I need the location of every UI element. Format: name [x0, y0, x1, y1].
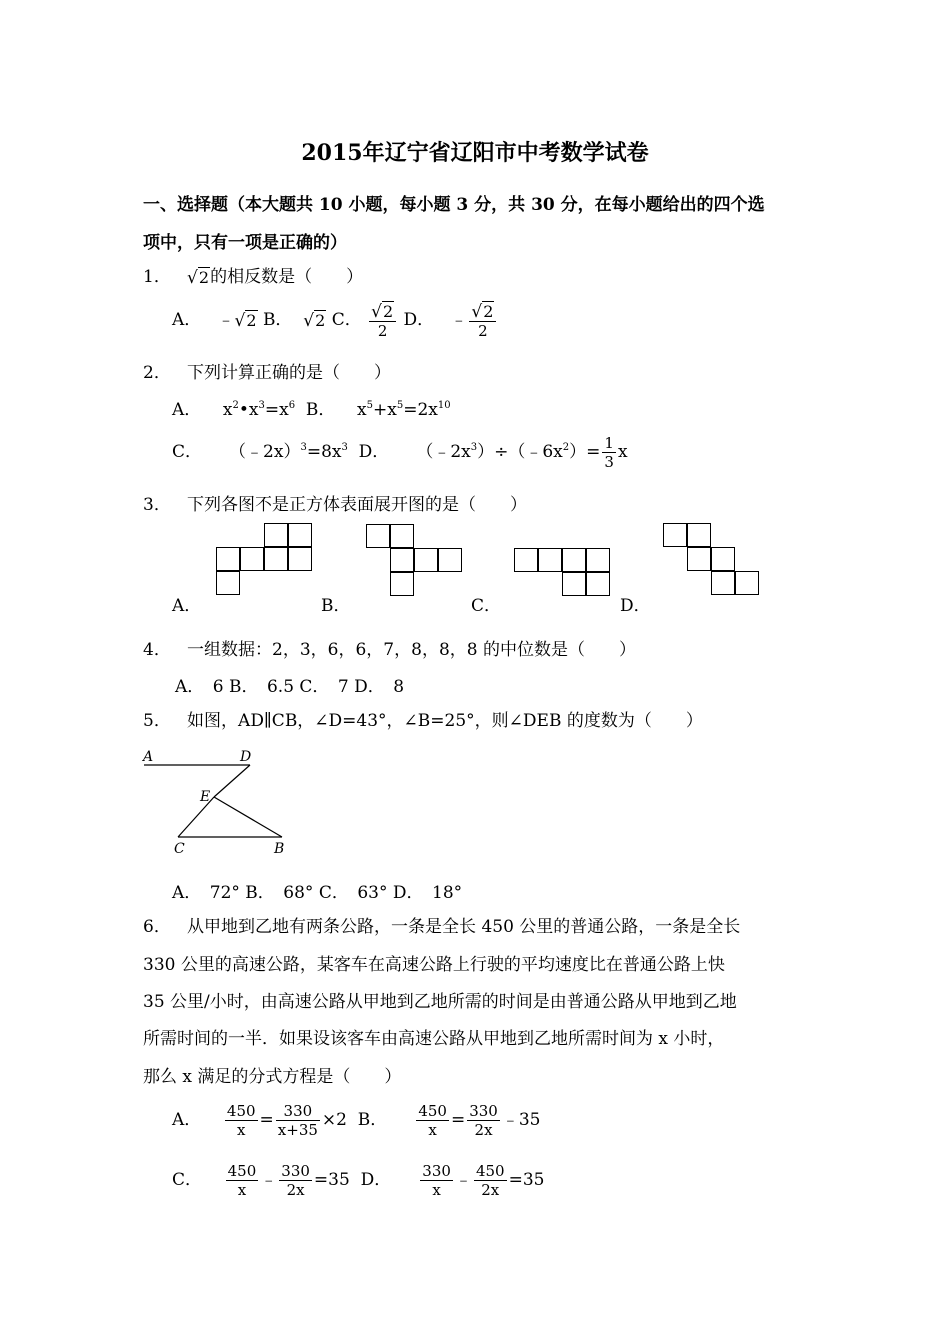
question-4-options: A． 6 B． 6.5 C． 7 D． 8 [175, 677, 405, 697]
question-5-stem [143, 706, 703, 731]
question-number: 4． [143, 640, 171, 660]
sqrt-expression: √2 [303, 310, 326, 331]
cube-net-c [514, 548, 614, 598]
cube-net-d [663, 523, 763, 598]
line-eb [214, 797, 282, 837]
fraction: $\frac{√2}{2}$ [469, 303, 496, 339]
point-label-d: D [240, 749, 252, 765]
point-label-e: E [200, 789, 211, 805]
page-title: 2015年辽宁省辽阳市中考数学试卷 [301, 140, 649, 166]
question-text: 的相反数是（ ） [210, 267, 364, 287]
point-label-a: A [143, 749, 154, 765]
question-text: 如图，AD∥CB，∠D=43°，∠B=25°，则∠DEB 的度数为（ ） [187, 711, 703, 731]
option-b-expr: $x^5+x^5=2x^{10}$ [357, 400, 451, 420]
question-3-stem [143, 490, 527, 515]
question-1-options: A． ﹣√2 B． √2 C． $\frac{√2}{2}$ D． ﹣ $\frac{√2}{2}$ [172, 300, 498, 341]
cube-net-a [216, 523, 316, 598]
question-6-options-ab: A． $\frac{450}{x}$ = $\frac{330}{x+35}$ ×2 B． $\frac{450}{x}$ = $\frac{330}{2x}$ ﹣35 [172, 1102, 541, 1139]
question-number: 2． [143, 363, 171, 383]
fraction: $\frac{330}{x}$ [422, 1162, 451, 1199]
question-2-options-ab [172, 395, 451, 420]
question-text: 下列各图不是正方体表面展开图的是（ ） [187, 495, 528, 515]
option-label-a: A． [172, 310, 202, 330]
question-number: 1． [143, 267, 171, 287]
section-heading-line2: 项中，只有一项是正确的） [143, 233, 347, 253]
fraction: $\frac{330}{x+35}$ [277, 1102, 318, 1139]
fraction: $\frac{450}{x}$ [418, 1102, 447, 1139]
option-label-c: C． [172, 442, 203, 462]
question-text: 一组数据：2，3，6，6，7，8，8，8 的中位数是（ ） [187, 640, 636, 660]
point-label-c: C [174, 841, 185, 857]
fraction: $\frac{1}{3}$ [604, 434, 614, 471]
fraction: $\frac{330}{2x}$ [281, 1162, 310, 1199]
section-heading-line1: 一、选择题（本大题共 10 小题，每小题 3 分，共 30 分，在每小题给出的四个选 [143, 195, 765, 215]
option-label-a: A． [172, 400, 202, 420]
option-label-d: D． [360, 1170, 392, 1190]
question-6-options-cd: C． $\frac{450}{x}$ ﹣ $\frac{330}{2x}$ =35 D． $\frac{330}{x}$ ﹣ $\frac{450}{2x}$ =35 [172, 1162, 545, 1199]
option-label-b: B． [262, 310, 293, 330]
question-6-line3: 35 公里/小时，由高速公路从甲地到乙地所需的时间是由普通公路从甲地到乙地 [143, 992, 737, 1012]
option-label-a: A． [172, 1110, 202, 1130]
question-6-line4: 所需时间的一半．如果设该客车由高速公路从甲地到乙地所需时间为 x 小时， [143, 1029, 725, 1049]
question-4-stem [143, 635, 636, 660]
question-number: 6． [143, 917, 171, 937]
option-a-expr: $x^2•x^3=x^6$ [222, 400, 296, 420]
question-text: 下列计算正确的是（ ） [187, 363, 392, 383]
question-6-line2: 330 公里的高速公路，某客车在高速公路上行驶的平均速度比在普通公路上快 [143, 955, 725, 975]
fraction: $\frac{450}{x}$ [227, 1162, 257, 1199]
question-6-line5: 那么 x 满足的分式方程是（ ） [143, 1067, 402, 1087]
fraction: $\frac{√2}{2}$ [369, 303, 396, 339]
fraction: $\frac{450}{2x}$ [475, 1162, 505, 1199]
question-number: 3． [143, 495, 171, 515]
option-label-b: B． [357, 1110, 388, 1130]
option-label-c: C． [331, 310, 362, 330]
fraction: $\frac{450}{x}$ [226, 1102, 256, 1139]
net-label-b: B． [321, 596, 351, 616]
question-6-line1: 6． 从甲地到乙地有两条公路，一条是全长 450 公里的普通公路，一条是全长 [143, 917, 741, 937]
net-label-d: D． [620, 596, 651, 616]
sqrt-expression: √2 [187, 267, 210, 288]
option-label-c: C． [172, 1170, 203, 1190]
sqrt-expression: √2 [234, 310, 257, 331]
net-label-c: C． [471, 596, 502, 616]
question-number: 5． [143, 711, 171, 731]
question-5-options: A． 72° B． 68° C． 63° D． 18° [172, 883, 463, 903]
fraction: $\frac{330}{2x}$ [469, 1102, 498, 1139]
line-de [214, 765, 250, 797]
point-label-b: B [274, 841, 285, 857]
option-label-b: B． [305, 400, 336, 420]
option-c-expr: $(﹣2x)^3=8x^3$ [229, 442, 348, 462]
question-2-stem [143, 358, 391, 383]
option-label-d: D． [358, 442, 390, 462]
option-d-expr: $(﹣2x^3)\div(﹣6x^2)=$ $\frac{1}{3}$ x [416, 434, 628, 471]
cube-net-b [366, 524, 466, 599]
geometry-figure [140, 745, 300, 860]
net-label-a: A． [172, 596, 202, 616]
option-label-d: D． [403, 310, 435, 330]
question-2-options-cd [172, 432, 628, 472]
question-1-stem [143, 262, 363, 288]
